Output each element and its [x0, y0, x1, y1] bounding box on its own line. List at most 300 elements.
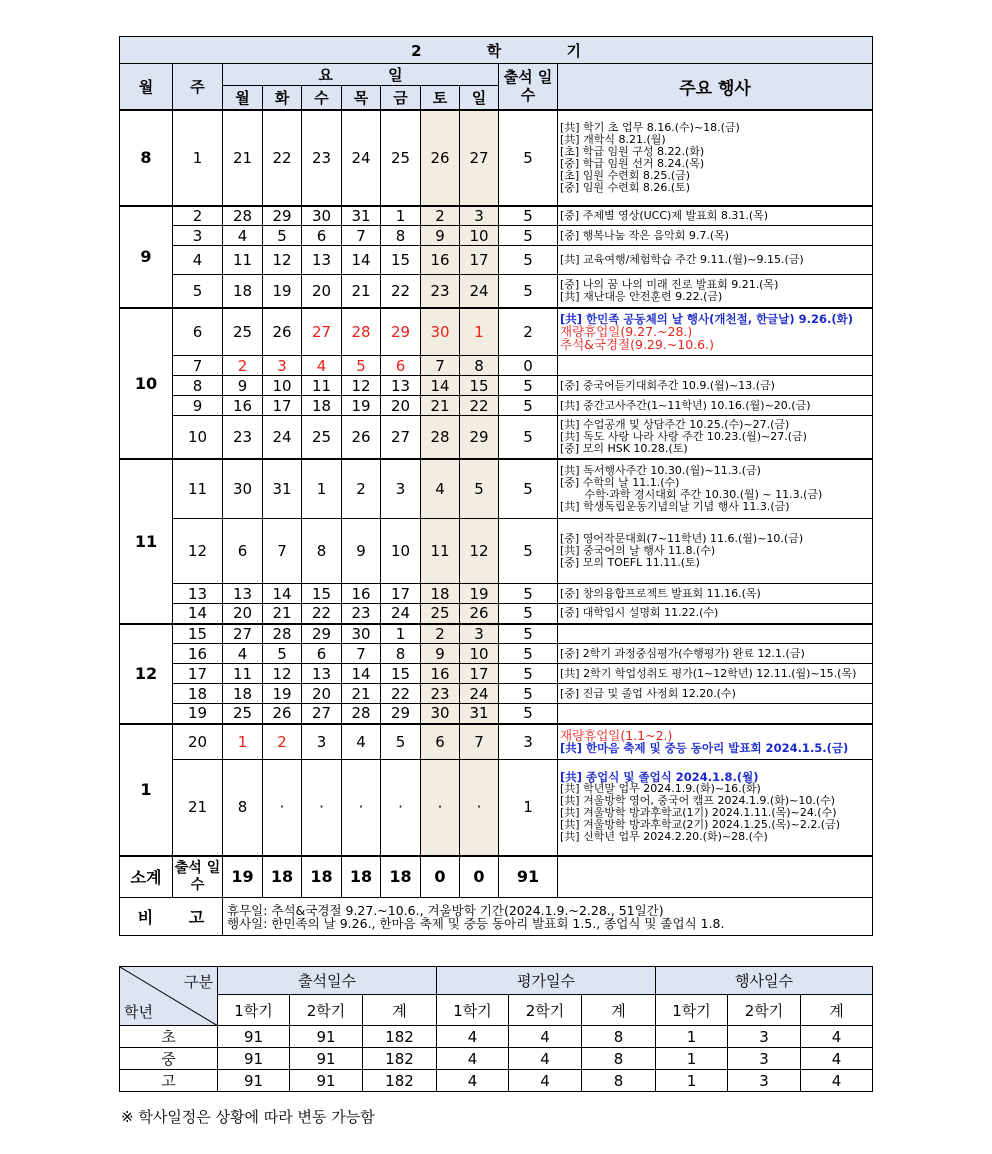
event-item: [중] 대학입시 설명회 11.22.(수) [560, 606, 719, 620]
attendance-days: 2 [499, 308, 558, 356]
day-cell: 11 [223, 664, 263, 684]
week-row [120, 416, 873, 459]
attendance-days: 0 [499, 356, 558, 376]
summary-value: 8 [582, 1070, 656, 1092]
week-row [120, 584, 873, 604]
day-cell: 4 [342, 724, 381, 760]
day-cell: 5 [381, 724, 421, 760]
day-cell: 5 [263, 644, 302, 664]
events-cell [558, 664, 873, 684]
day-cell: 23 [223, 416, 263, 459]
summary-value: 91 [290, 1026, 363, 1048]
events-cell [558, 459, 873, 519]
day-cell: 16 [421, 246, 460, 275]
week-number: 16 [173, 644, 223, 664]
summary-value: 3 [728, 1048, 801, 1070]
day-cell: 8 [460, 356, 499, 376]
week-row [120, 396, 873, 416]
day-cell: 23 [302, 110, 342, 206]
summary-subheader: 2학기 [509, 995, 582, 1026]
summary-value: 1 [656, 1070, 728, 1092]
summary-corner [120, 967, 218, 1026]
events-cell [558, 356, 873, 376]
day-cell: 21 [342, 275, 381, 308]
week-row [120, 226, 873, 246]
day-cell: 30 [421, 704, 460, 724]
week-row [120, 246, 873, 275]
day-cell: 4 [223, 226, 263, 246]
events-header: 주요 행사 [558, 64, 873, 110]
day-cell: 9 [223, 376, 263, 396]
attendance-days: 5 [499, 246, 558, 275]
week-row [120, 624, 873, 644]
day-cell: 26 [421, 110, 460, 206]
day-cell: 12 [263, 664, 302, 684]
day-cell: 20 [302, 684, 342, 704]
subtotal-total: 91 [499, 856, 558, 898]
event-item: [共] 독도 사랑 나라 사랑 주간 10.23.(월)~27.(금) [560, 429, 807, 443]
summary-value: 91 [218, 1070, 290, 1092]
day-cell: 26 [263, 704, 302, 724]
attendance-days: 1 [499, 760, 558, 856]
attendance-days: 5 [499, 519, 558, 584]
day-cell: 22 [381, 684, 421, 704]
event-item: [중] 수학의 날 11.1.(수) [560, 475, 680, 489]
day-cell: 26 [460, 604, 499, 624]
day-cell: 9 [421, 644, 460, 664]
day-cell: 17 [263, 396, 302, 416]
event-item: 재량휴업일(1.1~2.) [560, 728, 673, 744]
day-cell: 6 [302, 644, 342, 664]
day-cell: 24 [342, 110, 381, 206]
event-item: [共] 2학기 학업성취도 평가(1~12학년) 12.11.(월)~15.(목) [560, 666, 857, 680]
day-cell: 4 [223, 644, 263, 664]
subtotal-day: 18 [381, 856, 421, 898]
day-cell: 10 [381, 519, 421, 584]
event-item: 수학·과학 경시대회 주간 10.30.(월) ~ 11.3.(금) [560, 487, 823, 501]
day-cell: 14 [342, 246, 381, 275]
day-cell: 27 [302, 308, 342, 356]
week-number: 12 [173, 519, 223, 584]
summary-subheader: 1학기 [437, 995, 509, 1026]
day-cell: 15 [381, 246, 421, 275]
week-number: 21 [173, 760, 223, 856]
semester-calendar-table [119, 36, 873, 936]
subtotal-day: 18 [302, 856, 342, 898]
event-item: 재량휴업일(9.27.~28.) [560, 323, 693, 339]
subtotal-row [120, 856, 873, 898]
event-item: [共] 독서행사주간 10.30.(월)~11.3.(금) [560, 463, 761, 477]
day-cell: 13 [223, 584, 263, 604]
grade-label: 고 [120, 1070, 218, 1092]
event-item: [共] 겨울방학 방과후학교(2기) 2024.1.25.(목)~2.2.(금) [560, 818, 841, 832]
event-item: [共] 신학년 업무 2024.2.20.(화)~28.(수) [560, 830, 768, 844]
day-cell: 29 [460, 416, 499, 459]
day-cell: 5 [460, 459, 499, 519]
subtotal-day: 0 [460, 856, 499, 898]
events-cell [558, 760, 873, 856]
attendance-days: 5 [499, 206, 558, 226]
day-cell: 29 [302, 624, 342, 644]
event-item: [중] 학급 임원 선거 8.24.(목) [560, 156, 705, 170]
day-cell: · [460, 760, 499, 856]
week-row [120, 275, 873, 308]
summary-subheader: 2학기 [728, 995, 801, 1026]
dayname-3: 목 [342, 86, 381, 110]
events-cell [558, 308, 873, 356]
attendance-days: 5 [499, 684, 558, 704]
day-cell: 14 [263, 584, 302, 604]
day-cell: 26 [342, 416, 381, 459]
remarks-label: 비 고 [120, 898, 223, 936]
subtotal-blank [558, 856, 873, 898]
day-cell: 28 [342, 704, 381, 724]
day-cell: 10 [460, 644, 499, 664]
day-cell: 7 [263, 519, 302, 584]
day-cell: 11 [302, 376, 342, 396]
event-item: [共] 학년말 업무 2024.1.9.(화)~16.(화) [560, 782, 761, 796]
dayname-4: 금 [381, 86, 421, 110]
day-cell: 20 [302, 275, 342, 308]
day-cell: 1 [381, 624, 421, 644]
day-cell: 3 [263, 356, 302, 376]
day-cell: 12 [460, 519, 499, 584]
day-cell: 13 [302, 664, 342, 684]
events-cell [558, 275, 873, 308]
dayname-2: 수 [302, 86, 342, 110]
month-cell: 9 [120, 206, 173, 308]
day-cell: 3 [460, 206, 499, 226]
day-cell: 21 [223, 110, 263, 206]
day-cell: 20 [381, 396, 421, 416]
day-cell: 16 [223, 396, 263, 416]
attendance-days: 5 [499, 644, 558, 664]
summary-value: 91 [290, 1070, 363, 1092]
day-cell: 28 [263, 624, 302, 644]
day-cell: 27 [460, 110, 499, 206]
attendance-days: 5 [499, 459, 558, 519]
day-cell: 21 [421, 396, 460, 416]
day-cell: 19 [263, 684, 302, 704]
event-item: [共] 한마음 축제 및 중등 동아리 발표회 2024.1.5.(금) [560, 741, 849, 756]
event-item: [共] 중간고사주간(1~11학년) 10.16.(월)~20.(금) [560, 398, 811, 412]
day-cell: 8 [223, 760, 263, 856]
week-number: 11 [173, 459, 223, 519]
day-count-summary-table [119, 966, 873, 1092]
attendance-days: 5 [499, 275, 558, 308]
attendance-days: 5 [499, 226, 558, 246]
summary-value: 4 [801, 1048, 873, 1070]
day-cell: 25 [421, 604, 460, 624]
day-cell: 1 [381, 206, 421, 226]
semester-title: 2 학 기 [120, 37, 873, 64]
day-cell: 19 [460, 584, 499, 604]
attendance-days: 5 [499, 624, 558, 644]
event-item: [共] 한민족 공동체의 날 행사(개천절, 한글날) 9.26.(화) [560, 311, 854, 326]
day-cell: 14 [342, 664, 381, 684]
week-number: 17 [173, 664, 223, 684]
week-number: 18 [173, 684, 223, 704]
event-item: [중] 창의융합프로젝트 발표회 11.16.(목) [560, 586, 761, 600]
day-cell: · [421, 760, 460, 856]
summary-value: 182 [363, 1026, 437, 1048]
day-cell: 6 [302, 226, 342, 246]
event-item: [共] 종업식 및 졸업식 2024.1.8.(월) [560, 770, 759, 785]
attendance-days: 5 [499, 604, 558, 624]
group-events: 행사일수 [656, 967, 873, 995]
events-cell [558, 206, 873, 226]
subtotal-day: 18 [342, 856, 381, 898]
day-cell: 4 [302, 356, 342, 376]
subtotal-att-label: 출석 일수 [173, 856, 223, 898]
day-cell: · [302, 760, 342, 856]
day-cell: 11 [421, 519, 460, 584]
week-row [120, 644, 873, 664]
day-cell: 13 [302, 246, 342, 275]
week-row [120, 684, 873, 704]
day-cell: 22 [460, 396, 499, 416]
day-cell: 27 [381, 416, 421, 459]
event-item: [共] 겨울방학 방과후학교(1기) 2024.1.11.(목)~24.(수) [560, 806, 837, 820]
day-cell: 7 [421, 356, 460, 376]
week-number: 20 [173, 724, 223, 760]
event-item: [초] 학급 임원 구성 8.22.(화) [560, 144, 705, 158]
attendance-days: 3 [499, 724, 558, 760]
summary-value: 4 [437, 1070, 509, 1092]
events-cell [558, 396, 873, 416]
month-header: 월 [120, 64, 173, 110]
day-cell: 5 [263, 226, 302, 246]
day-cell: 28 [342, 308, 381, 356]
day-cell: 22 [302, 604, 342, 624]
summary-value: 91 [290, 1048, 363, 1070]
day-cell: 29 [263, 206, 302, 226]
day-cell: 1 [302, 459, 342, 519]
summary-value: 8 [582, 1026, 656, 1048]
dayofweek-header: 요 일 [223, 64, 499, 86]
day-cell: 8 [381, 644, 421, 664]
event-item: [중] 진급 및 졸업 사정회 12.20.(수) [560, 686, 736, 700]
day-cell: 11 [223, 246, 263, 275]
week-number: 15 [173, 624, 223, 644]
day-cell: 6 [421, 724, 460, 760]
attendance-days: 5 [499, 376, 558, 396]
day-cell: 2 [342, 459, 381, 519]
day-cell: 27 [223, 624, 263, 644]
day-cell: 28 [421, 416, 460, 459]
day-cell: 29 [381, 308, 421, 356]
event-item: [중] 모의 HSK 10.28.(토) [560, 441, 688, 455]
summary-value: 91 [218, 1048, 290, 1070]
event-item: [共] 교육여행/체험학습 주간 9.11.(월)~9.15.(금) [560, 253, 804, 266]
day-cell: 24 [381, 604, 421, 624]
day-cell: 31 [342, 206, 381, 226]
day-cell: 5 [342, 356, 381, 376]
day-cell: 2 [263, 724, 302, 760]
month-cell: 11 [120, 459, 173, 624]
day-cell: 29 [381, 704, 421, 724]
week-number: 1 [173, 110, 223, 206]
day-cell: 18 [302, 396, 342, 416]
subtotal-day: 0 [421, 856, 460, 898]
summary-subheader: 1학기 [218, 995, 290, 1026]
event-item: [共] 학기 초 업무 8.16.(수)~18.(금) [560, 120, 740, 134]
day-cell: 18 [223, 275, 263, 308]
month-cell: 10 [120, 308, 173, 459]
day-cell: 1 [460, 308, 499, 356]
summary-subheader: 계 [582, 995, 656, 1026]
week-number: 7 [173, 356, 223, 376]
week-row [120, 206, 873, 226]
week-row [120, 308, 873, 356]
day-cell: 3 [302, 724, 342, 760]
day-cell: 31 [460, 704, 499, 724]
dayname-1: 화 [263, 86, 302, 110]
remarks-line1: 휴무일: 추석&국경절 9.27.~10.6., 겨울방학 기간(2024.1.9.~2.28., 51일간) [227, 902, 664, 918]
day-cell: 25 [223, 308, 263, 356]
week-number: 3 [173, 226, 223, 246]
day-cell: 15 [460, 376, 499, 396]
events-cell [558, 624, 873, 644]
week-row [120, 459, 873, 519]
attendance-days: 5 [499, 584, 558, 604]
week-header: 주 [173, 64, 223, 110]
day-cell: 30 [342, 624, 381, 644]
summary-value: 3 [728, 1070, 801, 1092]
day-cell: 17 [381, 584, 421, 604]
summary-value: 1 [656, 1048, 728, 1070]
day-cell: 7 [460, 724, 499, 760]
event-item: 추석&국경절(9.29.~10.6.) [560, 336, 714, 352]
events-cell [558, 644, 873, 664]
day-cell: 3 [381, 459, 421, 519]
day-cell: 13 [381, 376, 421, 396]
day-cell: 28 [223, 206, 263, 226]
day-cell: 30 [421, 308, 460, 356]
day-cell: 19 [342, 396, 381, 416]
remarks-line2: 행사일: 한민족의 날 9.26., 한마음 축제 및 중등 동아리 발표회 1.5., 종업식 및 졸업식 1.8. [227, 915, 725, 931]
day-cell: 24 [460, 275, 499, 308]
event-item: [共] 개학식 8.21.(월) [560, 132, 666, 146]
event-item: [중] 중국어듣기대회주간 10.9.(월)~13.(금) [560, 378, 775, 392]
day-cell: 21 [263, 604, 302, 624]
week-number: 9 [173, 396, 223, 416]
day-cell: 7 [342, 644, 381, 664]
day-cell: 22 [263, 110, 302, 206]
day-cell: 24 [263, 416, 302, 459]
remarks-row [120, 898, 873, 936]
day-cell: 20 [223, 604, 263, 624]
week-number: 13 [173, 584, 223, 604]
event-item: [共] 겨울방학 영어, 중국어 캠프 2024.1.9.(화)~10.(수) [560, 794, 836, 808]
corner-top-label: 구분 [184, 973, 213, 991]
events-cell [558, 604, 873, 624]
summary-subheader: 2학기 [290, 995, 363, 1026]
subtotal-day: 19 [223, 856, 263, 898]
event-item: [중] 임원 수련회 8.26.(토) [560, 180, 691, 194]
summary-value: 4 [801, 1070, 873, 1092]
event-item: [중] 행복나눔 작은 음악회 9.7.(목) [560, 228, 730, 242]
summary-value: 8 [582, 1048, 656, 1070]
summary-value: 4 [509, 1026, 582, 1048]
day-cell: 25 [302, 416, 342, 459]
day-cell: 17 [460, 664, 499, 684]
events-cell [558, 724, 873, 760]
day-cell: 26 [263, 308, 302, 356]
events-cell [558, 110, 873, 206]
day-cell: 23 [421, 684, 460, 704]
day-cell: 3 [460, 624, 499, 644]
event-item: [중] 주제별 영상(UCC)제 발표회 8.31.(목) [560, 208, 769, 222]
day-cell: · [263, 760, 302, 856]
day-cell: 30 [302, 206, 342, 226]
day-cell: · [342, 760, 381, 856]
week-number: 5 [173, 275, 223, 308]
day-cell: 6 [381, 356, 421, 376]
events-cell [558, 416, 873, 459]
day-cell: 12 [342, 376, 381, 396]
event-item: [共] 중국어의 날 행사 11.8.(수) [560, 544, 716, 557]
summary-value: 4 [437, 1048, 509, 1070]
week-number: 6 [173, 308, 223, 356]
summary-value: 91 [218, 1026, 290, 1048]
event-item: [중] 모의 TOEFL 11.11.(토) [560, 556, 700, 569]
attendance-header: 출석 일수 [499, 64, 558, 110]
day-cell: 16 [342, 584, 381, 604]
day-cell: 6 [223, 519, 263, 584]
remarks-content [223, 898, 873, 936]
summary-row [120, 1070, 873, 1092]
week-row [120, 519, 873, 584]
summary-value: 182 [363, 1070, 437, 1092]
day-cell: 4 [421, 459, 460, 519]
group-evaluation: 평가일수 [437, 967, 656, 995]
month-cell: 12 [120, 624, 173, 724]
summary-value: 4 [509, 1070, 582, 1092]
events-cell [558, 584, 873, 604]
week-row [120, 604, 873, 624]
week-row [120, 664, 873, 684]
day-cell: 21 [342, 684, 381, 704]
events-cell [558, 704, 873, 724]
day-cell: 25 [223, 704, 263, 724]
dayname-0: 월 [223, 86, 263, 110]
day-cell: 8 [302, 519, 342, 584]
summary-value: 4 [509, 1048, 582, 1070]
subtotal-day: 18 [263, 856, 302, 898]
day-cell: 18 [421, 584, 460, 604]
grade-label: 초 [120, 1026, 218, 1048]
day-cell: 10 [263, 376, 302, 396]
week-row [120, 356, 873, 376]
summary-value: 4 [437, 1026, 509, 1048]
week-number: 14 [173, 604, 223, 624]
summary-value: 1 [656, 1026, 728, 1048]
footnote: ※ 학사일정은 상황에 따라 변동 가능함 [121, 1108, 375, 1126]
day-cell: 2 [421, 624, 460, 644]
day-cell: 30 [223, 459, 263, 519]
day-cell: 9 [342, 519, 381, 584]
event-item: [共] 학생독립운동기념의날 기념 행사 11.3.(금) [560, 499, 790, 513]
week-row [120, 376, 873, 396]
summary-value: 182 [363, 1048, 437, 1070]
grade-label: 중 [120, 1048, 218, 1070]
week-number: 8 [173, 376, 223, 396]
event-item: [중] 영어작문대회(7~11학년) 11.6.(월)~10.(금) [560, 532, 804, 545]
day-cell: 12 [263, 246, 302, 275]
day-cell: · [381, 760, 421, 856]
week-number: 19 [173, 704, 223, 724]
